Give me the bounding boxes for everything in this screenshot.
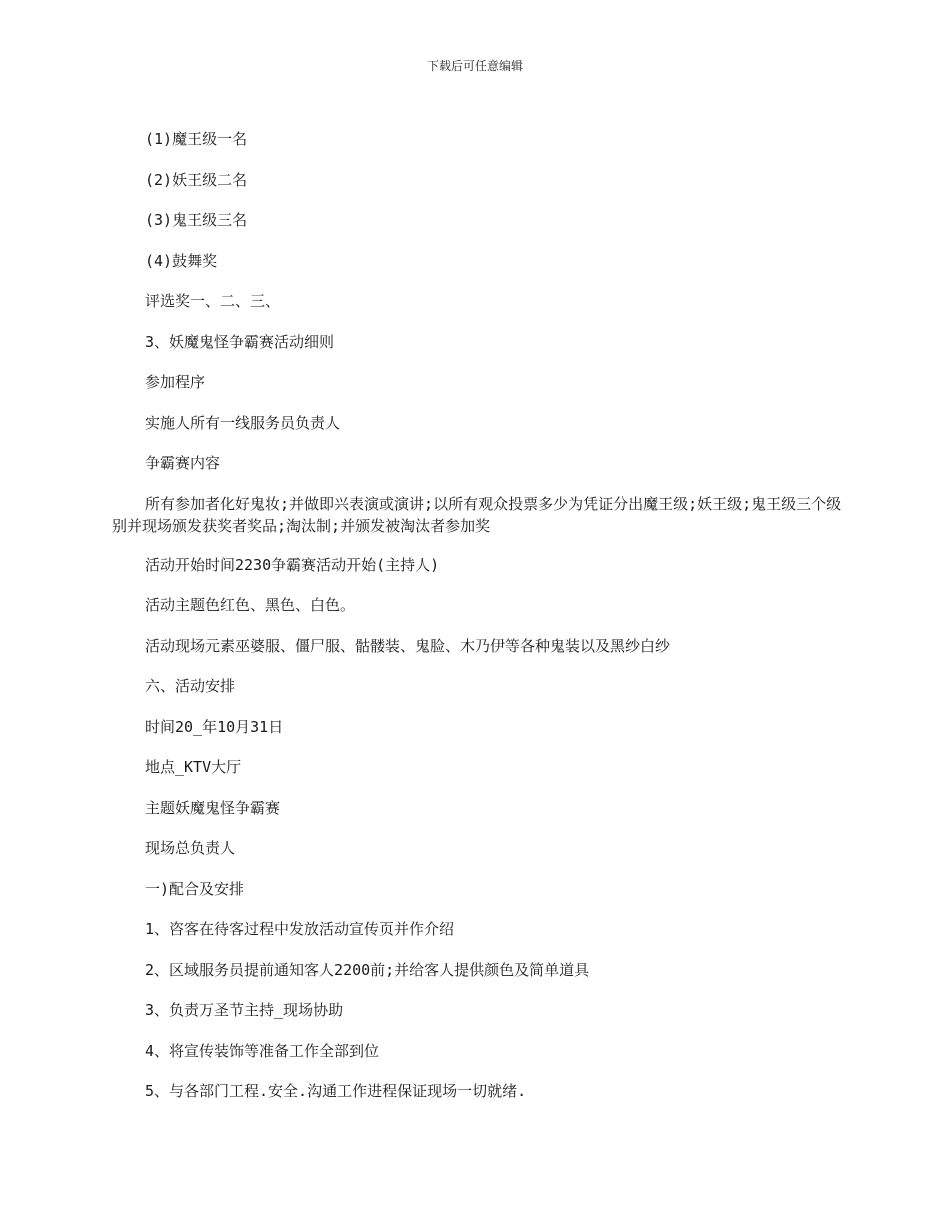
paragraph: 现场总负责人 bbox=[145, 839, 236, 857]
paragraph: 参加程序 bbox=[145, 373, 206, 391]
paragraph: 时间20_年10月31日 bbox=[145, 717, 284, 736]
section-heading: 3、妖魔鬼怪争霸赛活动细则 bbox=[145, 332, 335, 351]
paragraph: 争霸赛内容 bbox=[145, 454, 221, 472]
section-heading: 六、活动安排 bbox=[145, 677, 236, 695]
list-item: 4、将宣传装饰等准备工作全部到位 bbox=[145, 1041, 380, 1060]
section-heading: 一)配合及安排 bbox=[145, 879, 245, 898]
paragraph: 实施人所有一线服务员负责人 bbox=[145, 413, 341, 432]
list-item: 3、负责万圣节主持_现场协助 bbox=[145, 1001, 344, 1019]
paragraph: (1)魔王级一名 bbox=[145, 130, 248, 148]
paragraph: 活动现场元素巫婆服、僵尸服、骷髅装、鬼脸、木乃伊等各种鬼装以及黑纱白纱 bbox=[145, 636, 671, 655]
paragraph: 所有参加者化好鬼妆;并做即兴表演或演讲;以所有观众投票多少为凭证分出魔王级;妖王级;鬼王级三个级别并现场颁发获奖者奖品;淘汰制;并颁发被淘汰者参加奖 bbox=[112, 494, 842, 535]
list-item: 1、咨客在待客过程中发放活动宣传页并作介绍 bbox=[145, 920, 455, 938]
page-header: 下载后可任意编辑 bbox=[426, 59, 523, 73]
document-body bbox=[112, 128, 842, 1121]
paragraph: (4)鼓舞奖 bbox=[145, 251, 218, 270]
list-item: 2、区域服务员提前通知客人2200前;并给客人提供颜色及简单道具 bbox=[145, 960, 590, 979]
list-item: 5、与各部门工程.安全.沟通工作进程保证现场一切就绪. bbox=[145, 1082, 527, 1100]
paragraph: 主题妖魔鬼怪争霸赛 bbox=[145, 798, 281, 817]
paragraph: 活动开始时间2230争霸赛活动开始(主持人) bbox=[145, 555, 440, 574]
paragraph: 活动主题色红色、黑色、白色。 bbox=[145, 596, 356, 614]
paragraph: (2)妖王级二名 bbox=[145, 170, 248, 189]
paragraph: (3)鬼王级三名 bbox=[145, 211, 248, 229]
paragraph: 评选奖一、二、三、 bbox=[145, 292, 281, 310]
paragraph: 地点_KTV大厅 bbox=[145, 758, 242, 776]
